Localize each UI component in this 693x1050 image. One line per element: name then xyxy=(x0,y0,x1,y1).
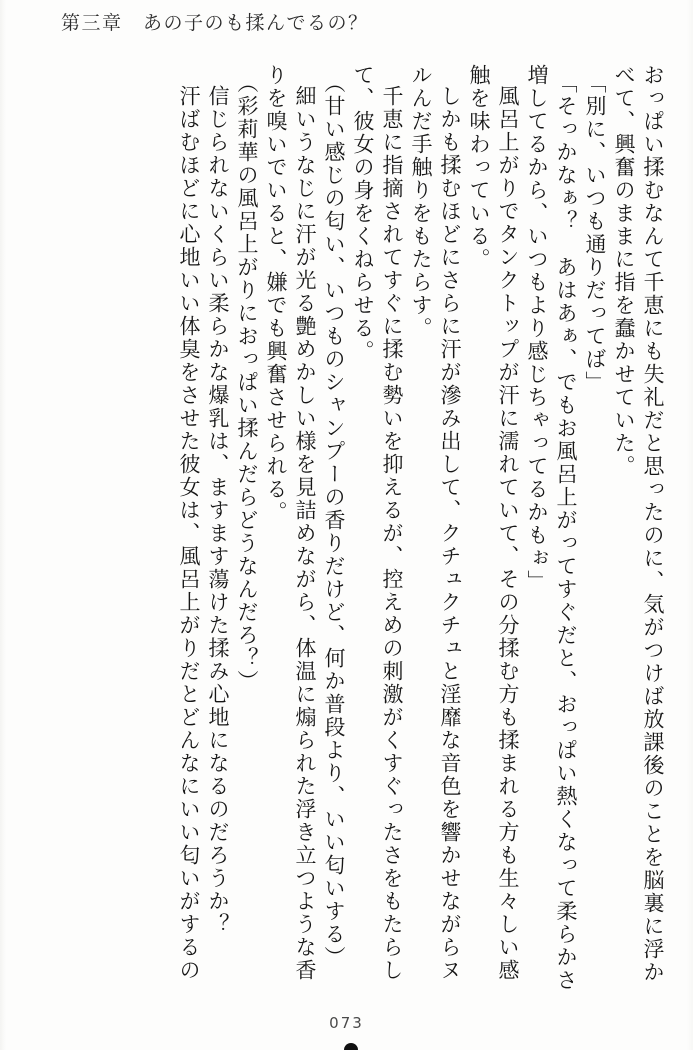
text-column: べて、興奮のままに指を蠢かせていた。 xyxy=(612,64,636,478)
text-column: 「そっかなぁ？ あはあぁ、でもお風呂上がってすぐだと、おっぱい熱くなって柔らかさ xyxy=(554,72,578,993)
text-column: （彩莉華の風呂上がりにおっぱい揉んだらどうなんだろ？） xyxy=(235,72,259,694)
page-marker-dot-icon xyxy=(344,1043,358,1050)
text-column: しかも揉むほどにさらに汗が滲み出して、クチュクチュと淫靡な音色を響かせながらヌ xyxy=(438,85,462,982)
text-column: 信じられないくらい柔らかな爆乳は、ますます蕩けた揉み心地になるのだろうか？ xyxy=(206,85,230,936)
text-column: 細いうなじに汗が光る艶めかしい様を見詰めながら、体温に煽られた浮き立つような香 xyxy=(293,85,317,982)
text-column: て、彼女の身をくねらせる。 xyxy=(351,64,375,363)
text-column: おっぱい揉むなんて千恵にも失礼だと思ったのに、気がつけば放課後のことを脳裏に浮か xyxy=(641,64,665,984)
text-column: 増してるから、いつもより感じちゃってるかもぉ」 xyxy=(525,64,549,593)
text-column: りを嗅いでいると、嫌でも興奮させられる。 xyxy=(264,64,288,524)
text-column: 触を味わっている。 xyxy=(467,64,491,271)
text-column: 「別に、いつも通りだってば」 xyxy=(583,72,607,395)
page-number: 073 xyxy=(329,1014,364,1032)
chapter-header: 第三章 あの子のも揉んでるの？ xyxy=(61,13,369,34)
text-column: 汗ばむほどに心地いい体臭をさせた彼女は、風呂上がりだとどんなにいい匂いがするの xyxy=(177,85,201,982)
text-column: （甘い感じの匂い、いつものシャンプーの香りだけど、何か普段より、いい匂いする） xyxy=(322,72,346,970)
text-column: 風呂上がりでタンクトップが汗に濡れていて、その分揉む方も揉まれる方も生々しい感 xyxy=(496,85,520,982)
text-body xyxy=(170,64,671,1002)
text-column: 千恵に指摘されてすぐに揉む勢いを抑えるが、控えめの刺激がくすぐったさをもたらし xyxy=(380,85,404,982)
text-column: ルんだ手触りをもたらす。 xyxy=(409,64,433,340)
